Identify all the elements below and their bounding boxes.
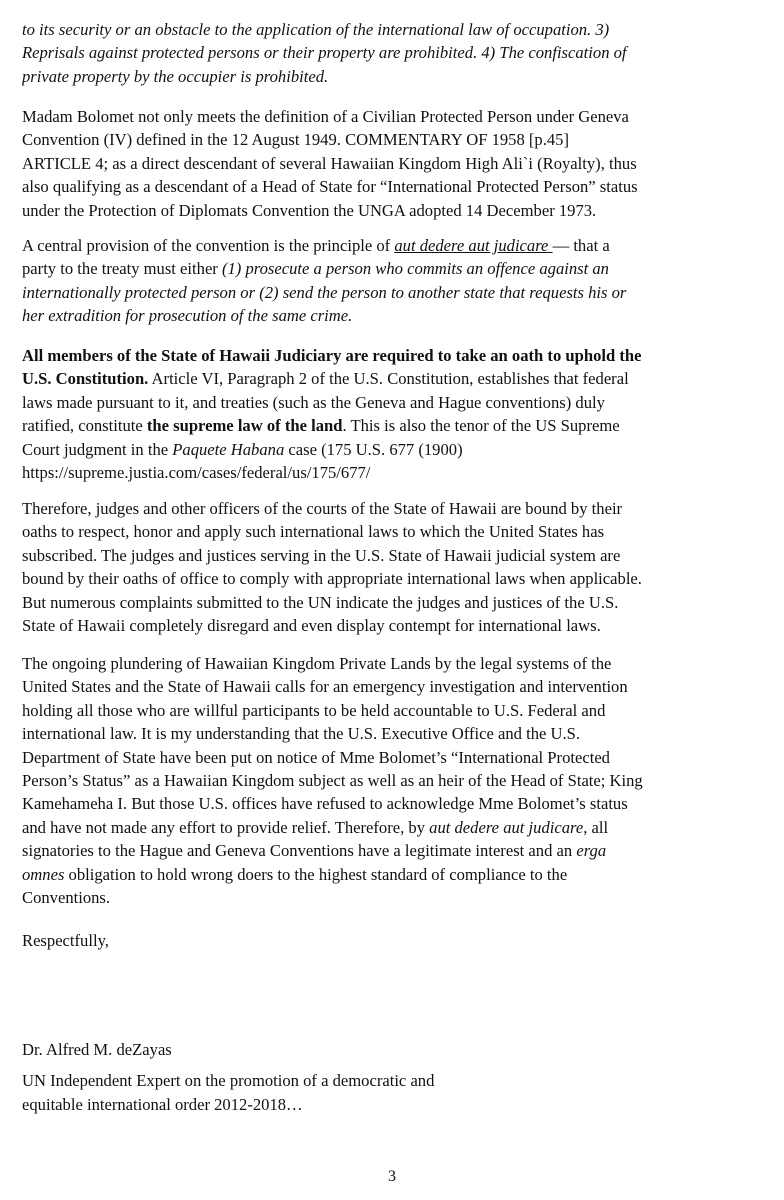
line: ratified, constitute the supreme law of the land. This is also the tenor of the US Supreme bbox=[22, 416, 620, 436]
line: internationally protected person or (2) send the person to another state that requests his or bbox=[22, 282, 627, 302]
line: to its security or an obstacle to the application of the international law of occupation. 3) bbox=[22, 20, 610, 39]
line: oaths to respect, honor and apply such international laws to which the United States has bbox=[22, 522, 605, 542]
line: Department of State have been put on notice of Mme Bolomet’s “International Protected bbox=[22, 747, 610, 767]
paragraph-judiciary-oath bbox=[22, 344, 762, 484]
paragraph-aut-dedere bbox=[22, 234, 762, 328]
signatory-title: UN Independent Expert on the promotion of a democratic and bbox=[22, 1071, 435, 1091]
line: United States and the State of Hawaii calls for an emergency investigation and intervention bbox=[22, 677, 628, 697]
line: and have not made any effort to provide relief. Therefore, by aut dedere aut judicare, all bbox=[22, 817, 609, 837]
closing: Respectfully, bbox=[22, 931, 109, 950]
url-text: https://supreme.justia.com/cases/federal/us/175/677/ bbox=[22, 463, 371, 483]
line: holding all those who are willful participants to be held accountable to U.S. Federal and bbox=[22, 700, 606, 720]
line: Person’s Status” as a Hawaiian Kingdom subject as well as an heir of the Head of State; King bbox=[22, 771, 643, 791]
signature-block bbox=[22, 1038, 762, 1116]
paragraph-judges-bound bbox=[22, 497, 762, 637]
line: signatories to the Hague and Geneva Conventions have a legitimate interest and an erga bbox=[22, 841, 607, 861]
line: Madam Bolomet not only meets the definition of a Civilian Protected Person under Geneva bbox=[22, 107, 629, 126]
line: Convention (IV) defined in the 12 August 1949. COMMENTARY OF 1958 [p.45] bbox=[22, 130, 570, 150]
line: But numerous complaints submitted to the UN indicate the judges and justices of the U.S. bbox=[22, 592, 619, 612]
line: Reprisals against protected persons or their property are prohibited. 4) The confiscation of bbox=[22, 43, 627, 63]
line: U.S. Constitution. Article VI, Paragraph 2 of the U.S. Constitution, establishes that federal bbox=[22, 369, 629, 389]
line: A central provision of the convention is the principle of aut dedere aut judicare — that a bbox=[22, 236, 610, 255]
line: Conventions. bbox=[22, 888, 111, 908]
line: laws made pursuant to it, and treaties (such as the Geneva and Hague conventions) duly bbox=[22, 392, 605, 412]
signatory-name: Dr. Alfred M. deZayas bbox=[22, 1040, 172, 1059]
line: omnes obligation to hold wrong doers to the highest standard of compliance to the bbox=[22, 864, 568, 884]
line: subscribed. The judges and justices serving in the U.S. State of Hawaii judicial system are bbox=[22, 545, 621, 565]
line: State of Hawaii completely disregard and even display contempt for international laws. bbox=[22, 616, 601, 636]
aut-dedere-link[interactable]: aut dedere aut judicare bbox=[394, 236, 553, 255]
line: All members of the State of Hawaii Judiciary are required to take an oath to uphold the bbox=[22, 346, 642, 365]
line: Therefore, judges and other officers of the courts of the State of Hawaii are bound by their bbox=[22, 499, 623, 518]
line: private property by the occupier is prohibited. bbox=[22, 66, 329, 86]
line: Kamehameha I. But those U.S. offices have refused to acknowledge Mme Bolomet’s status bbox=[22, 794, 628, 814]
line: The ongoing plundering of Hawaiian Kingdom Private Lands by the legal systems of the bbox=[22, 654, 612, 673]
line: bound by their oaths of office to comply with appropriate international laws when applicable. bbox=[22, 569, 642, 589]
line: also qualifying as a descendant of a Head of State for “International Protected Person” status bbox=[22, 177, 638, 197]
line: her extradition for prosecution of the same crime. bbox=[22, 306, 353, 326]
page-number: 3 bbox=[388, 1168, 396, 1185]
signatory-title: equitable international order 2012-2018… bbox=[22, 1094, 303, 1114]
line: Court judgment in the Paquete Habana case (175 U.S. 677 (1900) bbox=[22, 439, 463, 459]
line: international law. It is my understanding that the U.S. Executive Office and the U.S. bbox=[22, 724, 581, 744]
line: under the Protection of Diplomats Convention the UNGA adopted 14 December 1973. bbox=[22, 200, 597, 220]
paragraph-plundering bbox=[22, 652, 762, 909]
line: ARTICLE 4; as a direct descendant of several Hawaiian Kingdom High Ali`i (Royalty), thus bbox=[22, 153, 637, 173]
paragraph-protected-person bbox=[22, 105, 762, 222]
paragraph-occupation-law bbox=[22, 18, 762, 88]
line: party to the treaty must either (1) prosecute a person who commits an offence against an bbox=[22, 259, 609, 279]
